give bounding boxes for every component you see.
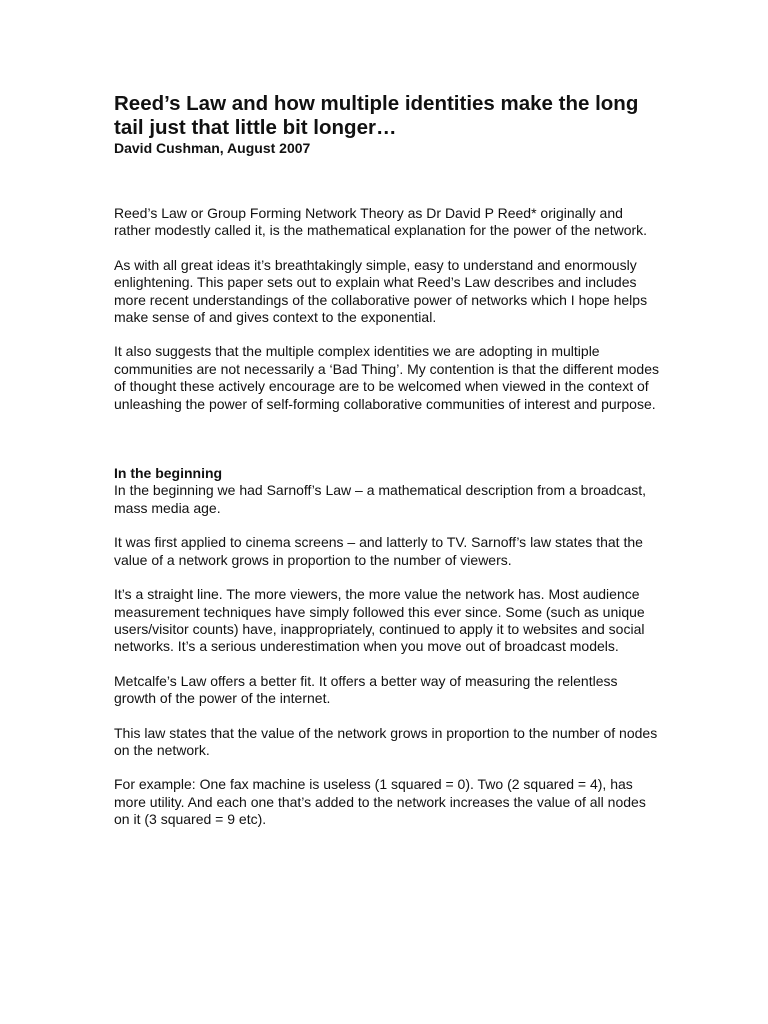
section-heading: In the beginning — [114, 465, 223, 482]
intro-paragraph-2: As with all great ideas it’s breathtakingly simple, easy to understand and enormously enlightening. This paper sets out to explain what Reed’s Law describes and includes more recent understandings of the collaborative power of networks which I hope helps make sense of and gives context to the exponential. — [114, 256, 648, 326]
section-paragraph-1: In the beginning we had Sarnoff’s Law – a mathematical description from a broadcast, mass media age. — [114, 482, 647, 516]
intro-paragraph-1: Reed’s Law or Group Forming Network Theory as Dr David P Reed* originally and rather modestly called it, is the mathematical explanation for the power of the network. — [114, 205, 648, 239]
intro-paragraph-3: It also suggests that the multiple complex identities we are adopting in multiple communities are not necessarily a ‘Bad Thing’. My contention is that the different modes of thought these actively encourage are to be welcomed when viewed in the context of unleashing the power of self-forming collaborative communities of interest and purpose. — [114, 343, 659, 412]
section-paragraph-2: It was first applied to cinema screens – and latterly to TV. Sarnoff’s law states that the value of a network grows in proportion to the number of viewers. — [114, 534, 643, 568]
section-paragraph-6: For example: One fax machine is useless (1 squared = 0). Two (2 squared = 4), has more utility. And each one that’s added to the network increases the value of all nodes on it (3 squared = 9 etc). — [114, 776, 646, 828]
document-byline: David Cushman, August 2007 — [114, 140, 311, 156]
section-paragraph-5: This law states that the value of the network grows in proportion to the number of nodes on the network. — [114, 724, 658, 758]
document-page — [114, 92, 659, 829]
document-title: Reed’s Law and how multiple identities make the long tail just that little bit longer… — [114, 92, 639, 139]
section-paragraph-4: Metcalfe’s Law offers a better fit. It offers a better way of measuring the relentless growth of the power of the internet. — [114, 672, 618, 707]
section-paragraph-3: It’s a straight line. The more viewers, the more value the network has. Most audience measurement techniques have simply followed this ever since. Some (such as unique users/visitor counts) have, inappropriately, continued to apply it to websites and social networks. It’s a serious underestimation when you move out of broadcast models. — [114, 586, 645, 655]
